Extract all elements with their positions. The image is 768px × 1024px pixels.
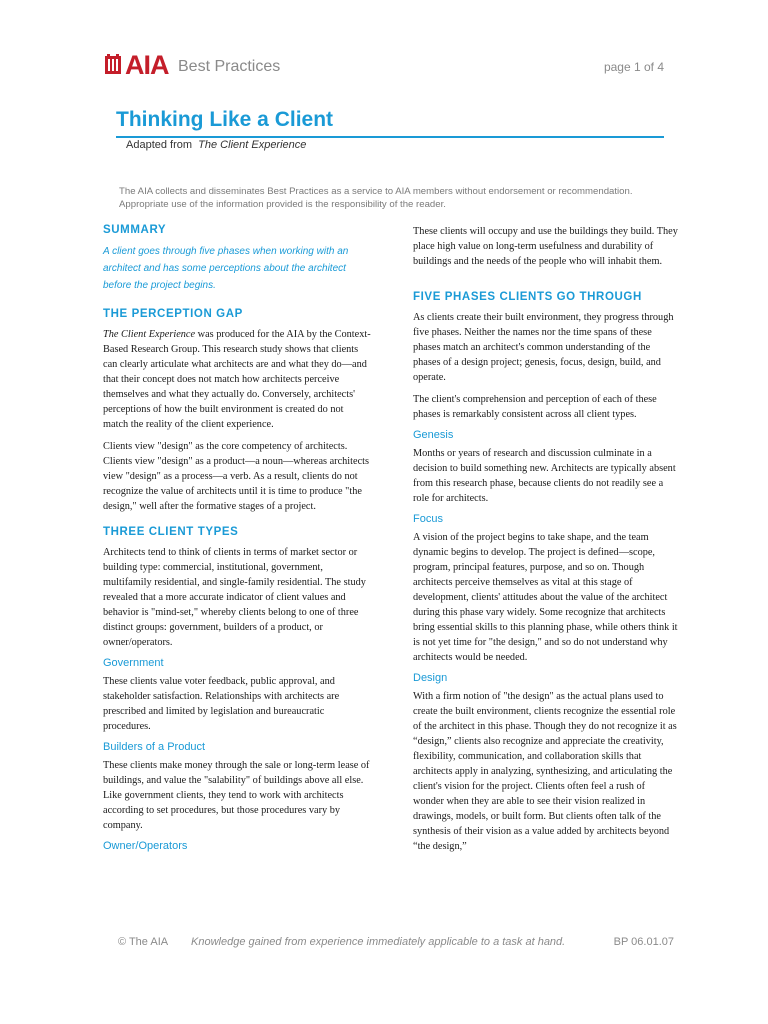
client-experience-title: The Client Experience <box>103 329 196 340</box>
design-heading: Design <box>413 672 448 684</box>
owner-operators-heading: Owner/Operators <box>103 840 188 852</box>
disclaimer-text: The AIA collects and disseminates Best Practices as a service to AIA members without endorsement or recommendation. Appropriate use of the information provided is the responsibility of the reader. <box>119 186 633 210</box>
page-number: page 1 of 4 <box>603 60 664 74</box>
five-phases-paragraph-1: As clients create their built environment, they progress through five phases. Neither the names nor the time spans of these phases match an architect's common understanding of the phases of a design project; genesis, focus, design, build, and operate. <box>413 312 674 383</box>
page-subtitle <box>126 139 306 151</box>
footer-document-code: BP 06.01.07 <box>613 936 674 948</box>
builders-paragraph: These clients make money through the sale or long-term lease of buildings, and value the "salability" of buildings above all else. Like government clients, they tend to work with architects according to set procedures, but those procedures vary by company. <box>103 760 370 831</box>
subtitle-source: The Client Experience <box>198 139 307 151</box>
perception-gap-heading: THE PERCEPTION GAP <box>103 308 243 320</box>
left-column <box>103 224 371 864</box>
footer-tagline: Knowledge gained from experience immediately applicable to a task at hand. <box>191 936 566 948</box>
subtitle-prefix: Adapted from <box>126 139 193 151</box>
aia-seal-icon <box>104 53 122 77</box>
perception-gap-paragraph-1-text: was produced for the AIA by the Context-Based Research Group. This research study shows that clients can clearly articulate what architects are and what they do—and that their concept does not match how architects perceive themselves and what they actually do. Conversely, architects' perceptions of how the built environment is created do not match the reality of the client experience. <box>103 329 371 430</box>
genesis-subsection <box>413 429 678 506</box>
perception-gap-paragraph-2: Clients view "design" as the core competency of architects. Clients view "design" as a product—a noun—whereas architects view "design" as a process—a verb. As a result, clients do not recognize the value of architects until it is time to produce "the design," well after the formative stages of a project. <box>103 441 370 512</box>
aia-logo-text: AIA <box>125 50 169 80</box>
five-phases-section <box>413 291 678 854</box>
government-subsection <box>103 657 371 734</box>
title-divider <box>116 136 664 138</box>
government-paragraph: These clients value voter feedback, public approval, and stakeholder satisfaction. Relationships with architects are prescribed and limited by legislation and bureaucratic procedures. <box>103 676 340 732</box>
page-title: Thinking Like a Client <box>116 108 334 131</box>
genesis-heading: Genesis <box>413 429 454 441</box>
summary-text: A client goes through five phases when working with an architect and has some perceptions about the architect before the project begins. <box>103 246 349 291</box>
five-phases-paragraph-2: The client's comprehension and perception of each of these phases is remarkably consistent across all client types. <box>413 394 657 420</box>
design-subsection <box>413 672 678 854</box>
perception-gap-section <box>103 308 371 514</box>
summary-heading: SUMMARY <box>103 224 167 236</box>
right-column <box>413 224 678 866</box>
aia-logo <box>104 50 169 80</box>
focus-paragraph: A vision of the project begins to take shape, and the team dynamic begins to develop. The project is defined—scope, program, principal features, purpose, and so on. Though architects perceive themselves as vital at this stage of development, clients' attitudes about the value of the architect during this phase vary widely. Some recognize that architects bring essential skills to this planning phase, while others think it is not yet time for "the design," and so do not understand why architects would be needed. <box>413 532 678 663</box>
genesis-paragraph: Months or years of research and discussion culminate in a decision to build something new. Architects are typically absent from this research phase, because clients do not readily see a role for architects. <box>413 448 676 504</box>
design-paragraph: With a firm notion of "the design" as the actual plans used to create the built environment, clients recognize the essential role of the architect in this phase. Though they do not recognize it as “design,” clients also recognize and appreciate the creativity, flexibility, communication, and collaboration skills that architects apply in analyzing, synthesizing, and articulating the client's vision for the project. Clients often feel a rush of wonder when they are able to see their vision realized in drawings, models, or built form. But clients often talk of the synthesis of their vision as a value added by architects beyond “the design,” <box>413 691 677 852</box>
perception-gap-paragraph-1 <box>103 327 371 432</box>
page-footer <box>118 936 674 956</box>
page-header <box>104 46 664 86</box>
brand-subtitle: Best Practices <box>178 58 281 75</box>
three-client-types-heading: THREE CLIENT TYPES <box>103 526 239 538</box>
focus-heading: Focus <box>413 513 443 525</box>
three-client-types-paragraph: Architects tend to think of clients in terms of market sector or building type: commercial, institutional, government, multifamily residential, and single-family residential. The study revealed that a more accurate indicator of client values and behavior is "mind-set," whereby clients belong to one of three distinct groups: government, builders of a product, or owner/operators. <box>103 547 366 648</box>
five-phases-heading: FIVE PHASES CLIENTS GO THROUGH <box>413 291 642 303</box>
owner-operators-paragraph: These clients will occupy and use the buildings they build. They place high value on long-term usefulness and durability of buildings and the needs of the people who will inhabit them. <box>413 226 678 267</box>
builders-heading: Builders of a Product <box>103 741 206 753</box>
government-heading: Government <box>103 657 164 669</box>
builders-subsection <box>103 741 371 833</box>
focus-subsection <box>413 513 678 665</box>
footer-copyright: © The AIA <box>118 936 169 948</box>
three-client-types-section <box>103 526 371 852</box>
